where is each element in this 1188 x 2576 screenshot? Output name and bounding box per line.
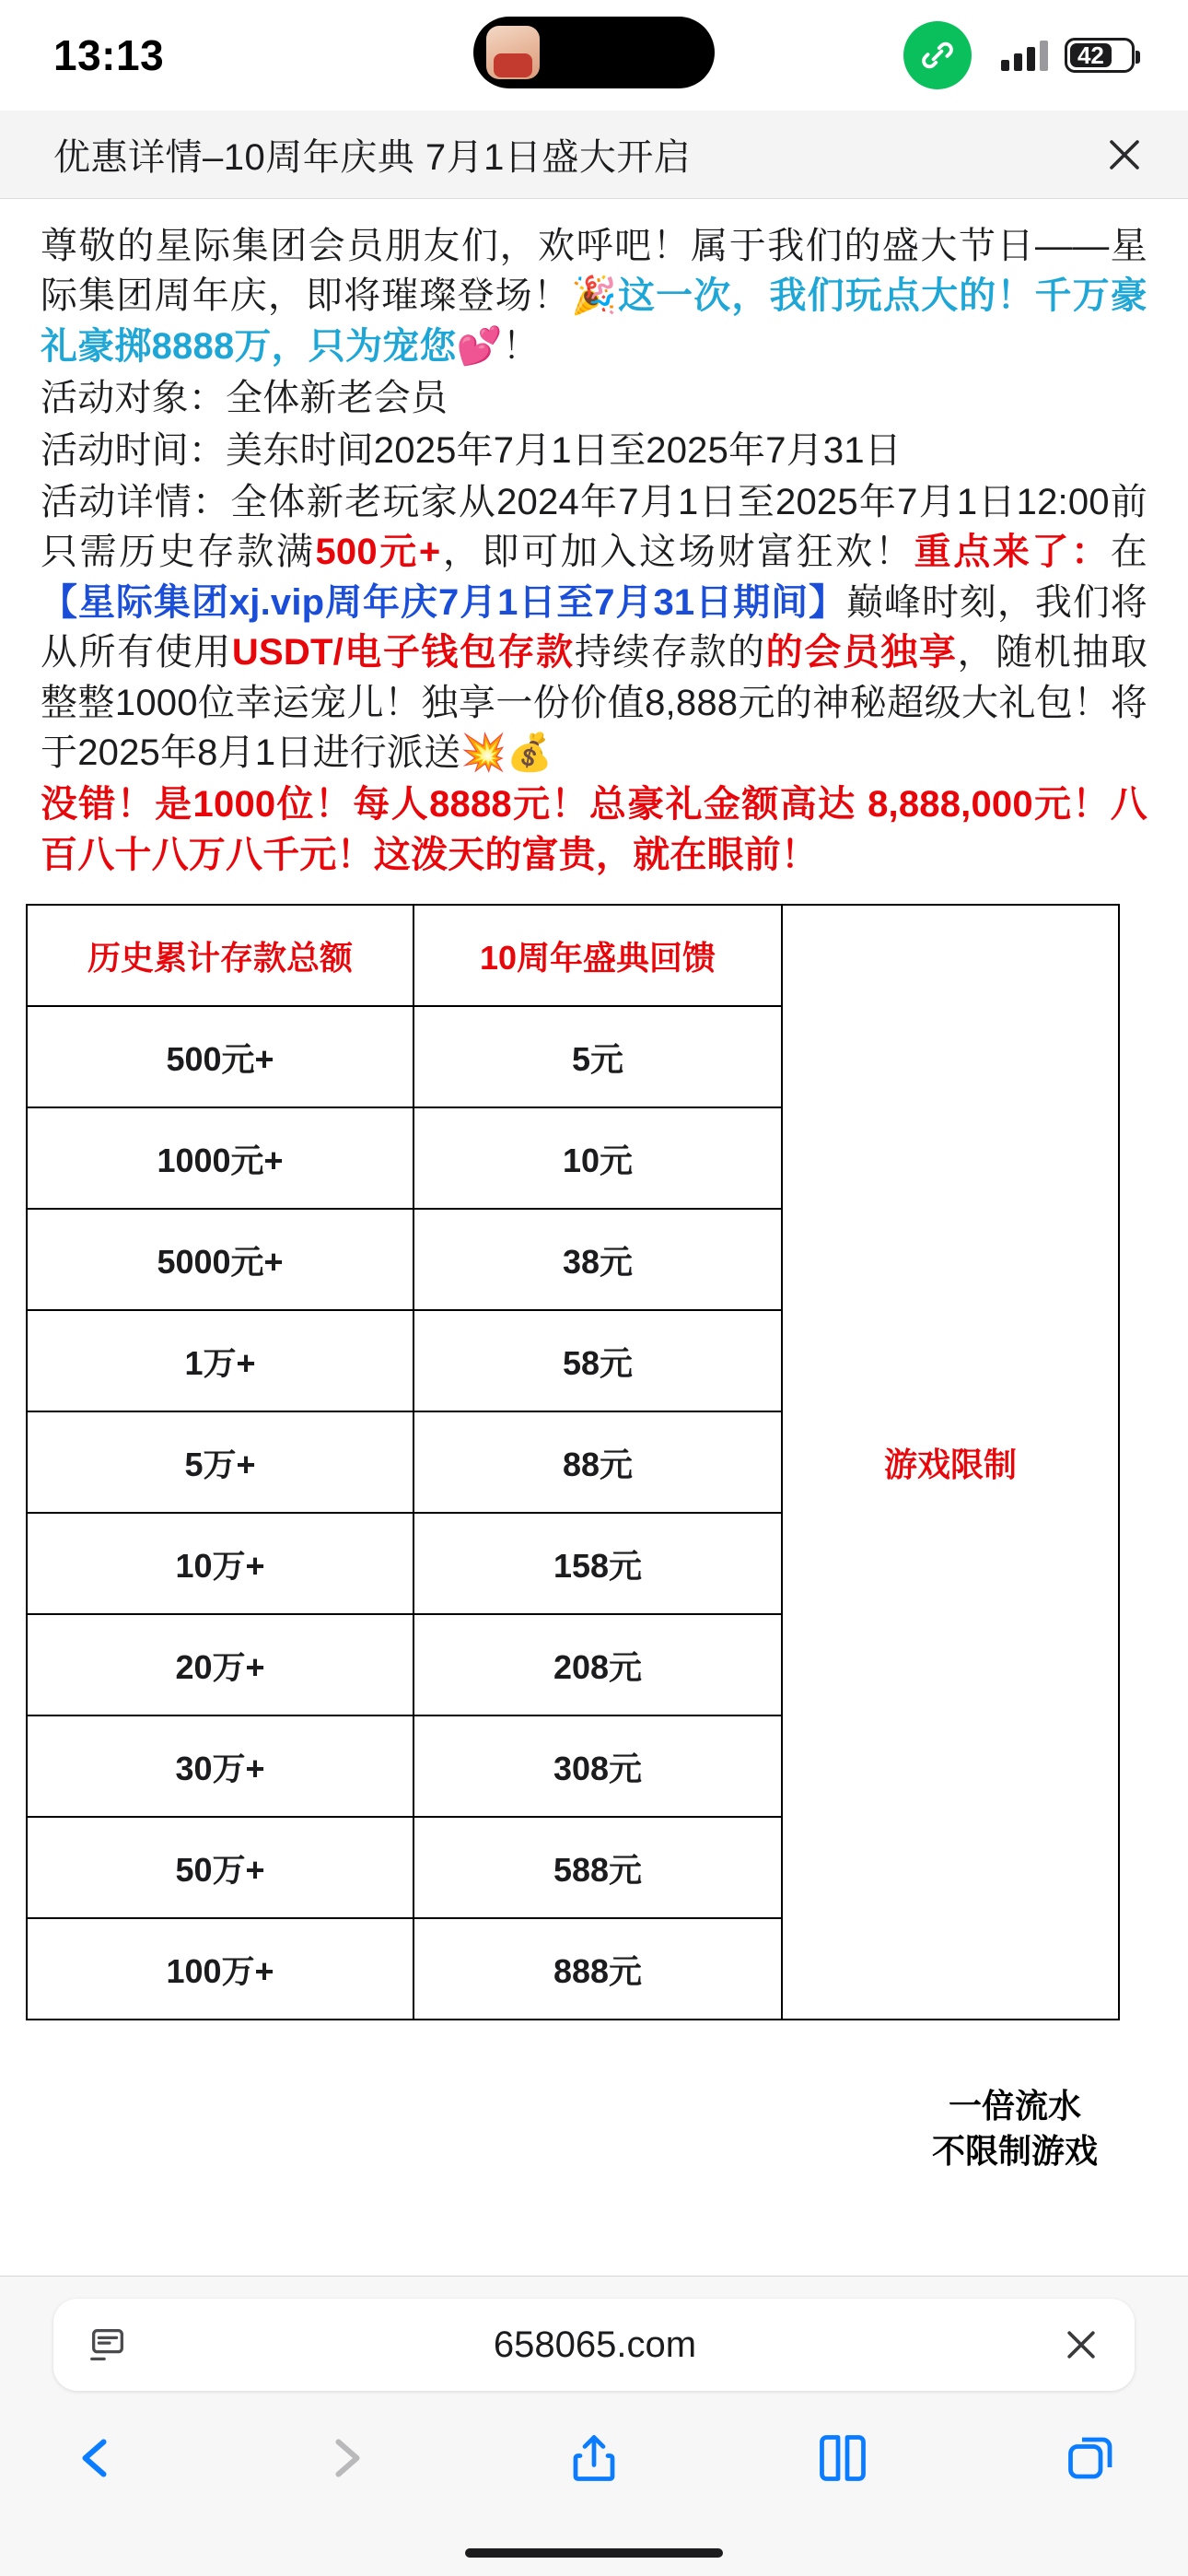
game-limit-line1: 一倍流水 bbox=[948, 2087, 1081, 2125]
table-header-reward: 10周年盛典回馈 bbox=[413, 905, 782, 1006]
status-time: 13:13 bbox=[53, 31, 165, 79]
rewards-table bbox=[26, 904, 1120, 2020]
game-limit-line2: 不限制游戏 bbox=[931, 2131, 1098, 2170]
home-indicator bbox=[465, 2548, 723, 2558]
page-settings-icon[interactable] bbox=[87, 2324, 129, 2366]
cell-deposit: 5000元+ bbox=[27, 1209, 413, 1310]
cell-deposit: 10万+ bbox=[27, 1513, 413, 1614]
promo-text-4g: 巅峰时刻，我们将从所有使用 bbox=[41, 581, 1147, 673]
page-header bbox=[0, 111, 1188, 199]
table-header-limit-text: 游戏限制 bbox=[883, 1445, 1017, 1483]
promo-text-1a: 尊敬的星际集团会员朋友们，欢呼吧！属于我们的盛大节日——星际集团周年庆，即将璀璨登场！🎉 bbox=[41, 226, 1147, 317]
address-bar[interactable] bbox=[53, 2299, 1135, 2391]
promo-text-4k: ，随机抽取整整1000位幸运宠儿！独享一份价值8,888元的神秘超级大礼包！将于2025年8月1日进行派送💥💰 bbox=[41, 632, 1148, 773]
promo-text-1c: ！ bbox=[502, 325, 540, 367]
tabs-icon[interactable] bbox=[1052, 2418, 1131, 2498]
promo-content bbox=[0, 199, 1188, 880]
cell-reward: 10元 bbox=[413, 1107, 782, 1209]
url-text[interactable]: 658065.com bbox=[493, 2324, 697, 2365]
cell-deposit: 20万+ bbox=[27, 1614, 413, 1715]
promo-text-4b: 500元+ bbox=[315, 532, 441, 573]
cell-reward: 588元 bbox=[413, 1817, 782, 1918]
promo-paragraph-2: 活动对象：全体新老会员 bbox=[41, 378, 448, 419]
promo-paragraph-1 bbox=[41, 221, 1147, 371]
promo-paragraph-3: 活动时间：美东时间2025年7月1日至2025年7月31日 bbox=[41, 429, 902, 471]
cell-reward: 308元 bbox=[413, 1715, 782, 1817]
cell-deposit: 500元+ bbox=[27, 1006, 413, 1107]
battery-level: 42 bbox=[1070, 43, 1112, 67]
game-limit-note bbox=[849, 2084, 1181, 2173]
back-chevron-icon[interactable] bbox=[57, 2418, 136, 2498]
status-indicators bbox=[903, 21, 1135, 89]
status-bar bbox=[0, 0, 1188, 111]
cell-deposit: 1000元+ bbox=[27, 1107, 413, 1209]
cell-reward: 208元 bbox=[413, 1614, 782, 1715]
close-icon[interactable] bbox=[1092, 123, 1157, 187]
cell-reward: 888元 bbox=[413, 1918, 782, 2020]
promo-paragraph-5: 没错！是1000位！每人8888元！总豪礼金额高达 8,888,000元！八百八十八万八千元！这泼天的富贵，就在眼前！ bbox=[41, 784, 1147, 875]
promo-text-4c: ，即可加入这场财富狂欢！ bbox=[440, 532, 914, 573]
promo-text-4f: 【星际集团xj.vip周年庆7月1日至7月31日期间】 bbox=[41, 581, 847, 623]
dynamic-island[interactable] bbox=[473, 17, 715, 88]
cell-reward: 88元 bbox=[413, 1411, 782, 1513]
cell-reward: 38元 bbox=[413, 1209, 782, 1310]
cell-reward: 5元 bbox=[413, 1006, 782, 1107]
cell-deposit: 30万+ bbox=[27, 1715, 413, 1817]
browser-toolbar bbox=[0, 2391, 1188, 2498]
cell-deposit: 5万+ bbox=[27, 1411, 413, 1513]
share-icon[interactable] bbox=[554, 2418, 634, 2498]
table-header-row bbox=[27, 905, 1119, 1006]
cell-deposit: 100万+ bbox=[27, 1918, 413, 2020]
forward-chevron-icon bbox=[306, 2418, 385, 2498]
cell-reward: 158元 bbox=[413, 1513, 782, 1614]
cell-reward: 58元 bbox=[413, 1310, 782, 1411]
promo-paragraph-4 bbox=[41, 477, 1147, 778]
book-icon[interactable] bbox=[803, 2418, 882, 2498]
table-header-limit bbox=[782, 905, 1119, 2020]
promo-text-4a: 活动详情：全体新老玩家从2024年7月1日至2025年7月1日12:00前只需历史存款满 bbox=[41, 481, 1147, 573]
page-title: 优惠详情–10周年庆典 7月1日盛大开启 bbox=[53, 137, 692, 178]
contact-avatar-icon bbox=[486, 26, 540, 79]
promo-text-1b: 这一次，我们玩点大的！千万豪礼豪掷8888万，只为宠您💕 bbox=[41, 275, 1147, 367]
cell-deposit: 50万+ bbox=[27, 1817, 413, 1918]
battery-icon bbox=[1065, 38, 1135, 73]
promo-text-4e: 在 bbox=[1110, 532, 1147, 573]
cellular-signal-icon bbox=[1001, 40, 1048, 71]
promo-text-4j: 的会员独享 bbox=[765, 632, 958, 673]
close-icon[interactable] bbox=[1061, 2324, 1101, 2365]
cell-deposit: 1万+ bbox=[27, 1310, 413, 1411]
browser-bottom-bar bbox=[0, 2276, 1188, 2576]
promo-text-4d: 重点来了： bbox=[914, 532, 1111, 573]
link-icon bbox=[903, 21, 972, 89]
promo-text-4h: USDT/电子钱包存款 bbox=[231, 632, 575, 673]
promo-text-4i: 持续存款的 bbox=[574, 632, 766, 673]
table-header-deposit: 历史累计存款总额 bbox=[27, 905, 413, 1006]
